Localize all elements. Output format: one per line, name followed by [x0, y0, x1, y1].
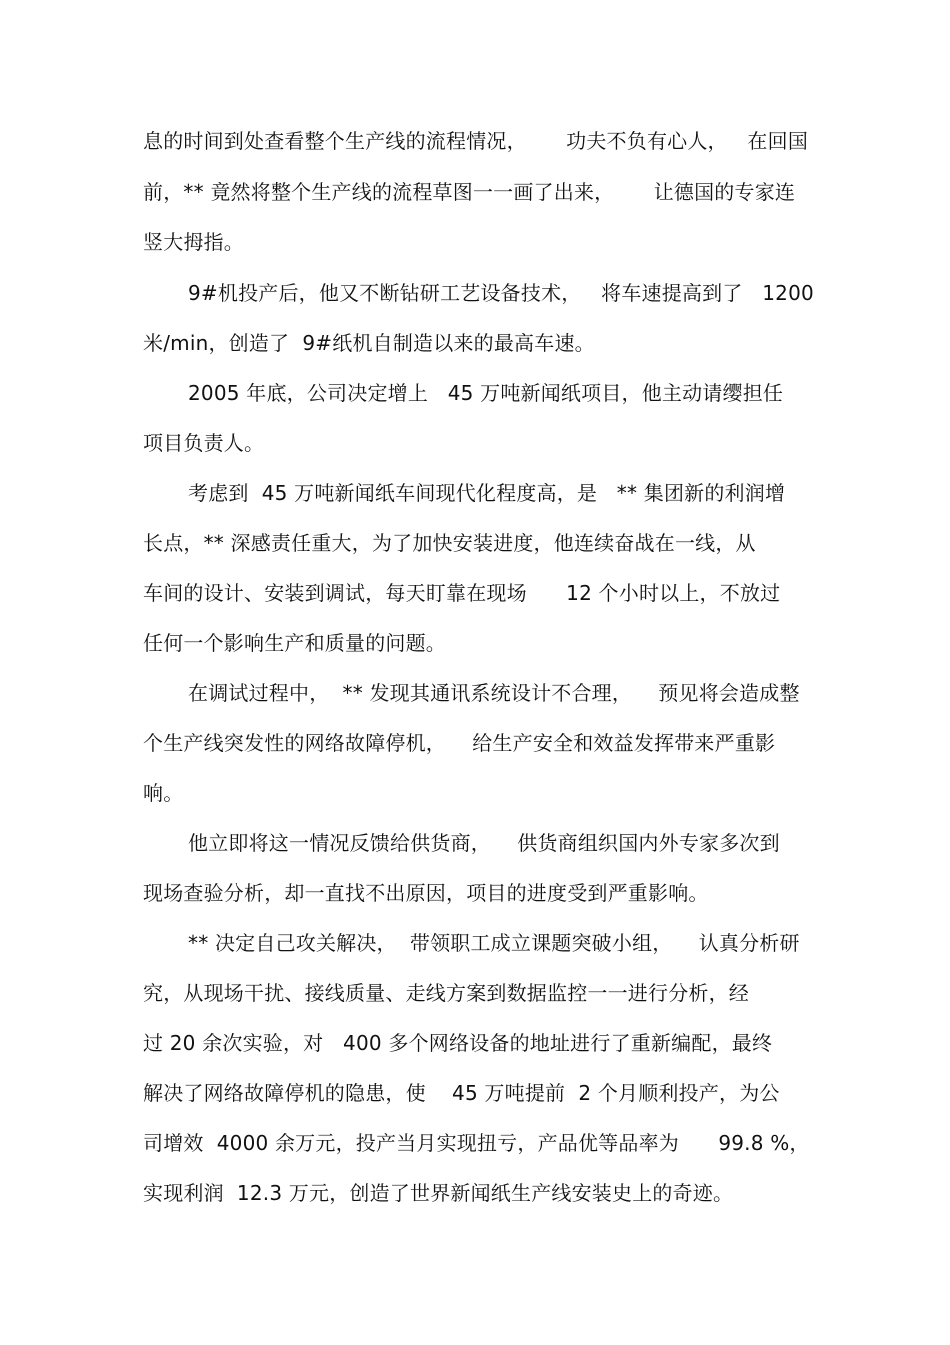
text-line: 任何一个影响生产和质量的问题。 [143, 631, 446, 655]
text-line: 车间的设计、安装到调试，每天盯靠在现场 12 个小时以上，不放过 [143, 581, 781, 605]
text-line: 米/min，创造了 9#纸机自制造以来的最高车速。 [143, 331, 595, 355]
text-line: 考虑到 45 万吨新闻纸车间现代化程度高，是 ** 集团新的利润增 [188, 481, 786, 505]
text-line: 前，** 竟然将整个生产线的流程草图一一画了出来， 让德国的专家连 [143, 180, 796, 204]
text-line: 项目负责人。 [143, 431, 265, 455]
text-line: 2005 年底，公司决定增上 45 万吨新闻纸项目，他主动请缨担任 [188, 381, 784, 405]
text-line: 9#机投产后，他又不断钻研工艺设备技术， 将车速提高到了 1200 [188, 281, 814, 305]
text-line: 司增效 4000 余万元，投产当月实现扭亏，产品优等品率为 99.8 %， [143, 1131, 810, 1155]
text-line: 个生产线突发性的网络故障停机， 给生产安全和效益发挥带来严重影 [143, 731, 776, 755]
text-line: 过 20 余次实验，对 400 多个网络设备的地址进行了重新编配，最终 [143, 1031, 773, 1055]
text-line: 响。 [143, 781, 184, 805]
text-line: 在调试过程中， ** 发现其通讯系统设计不合理， 预见将会造成整 [188, 681, 800, 705]
text-line: 竖大拇指。 [143, 230, 244, 254]
text-line: 解决了网络故障停机的隐患，使 45 万吨提前 2 个月顺利投产，为公 [143, 1081, 780, 1105]
text-line: 实现利润 12.3 万元，创造了世界新闻纸生产线安装史上的奇迹。 [143, 1181, 734, 1205]
text-line: ** 决定自己攻关解决， 带领职工成立课题突破小组， 认真分析研 [188, 931, 800, 955]
text-line: 现场查验分析，却一直找不出原因，项目的进度受到严重影响。 [143, 881, 709, 905]
text-line: 究，从现场干扰、接线质量、走线方案到数据监控一一进行分析，经 [143, 981, 749, 1005]
text-line: 息的时间到处查看整个生产线的流程情况， 功夫不负有心人， 在回国 [143, 129, 809, 153]
text-line: 他立即将这一情况反馈给供货商， 供货商组织国内外专家多次到 [188, 831, 780, 855]
text-line: 长点，** 深感责任重大，为了加快安装进度，他连续奋战在一线，从 [143, 531, 756, 555]
